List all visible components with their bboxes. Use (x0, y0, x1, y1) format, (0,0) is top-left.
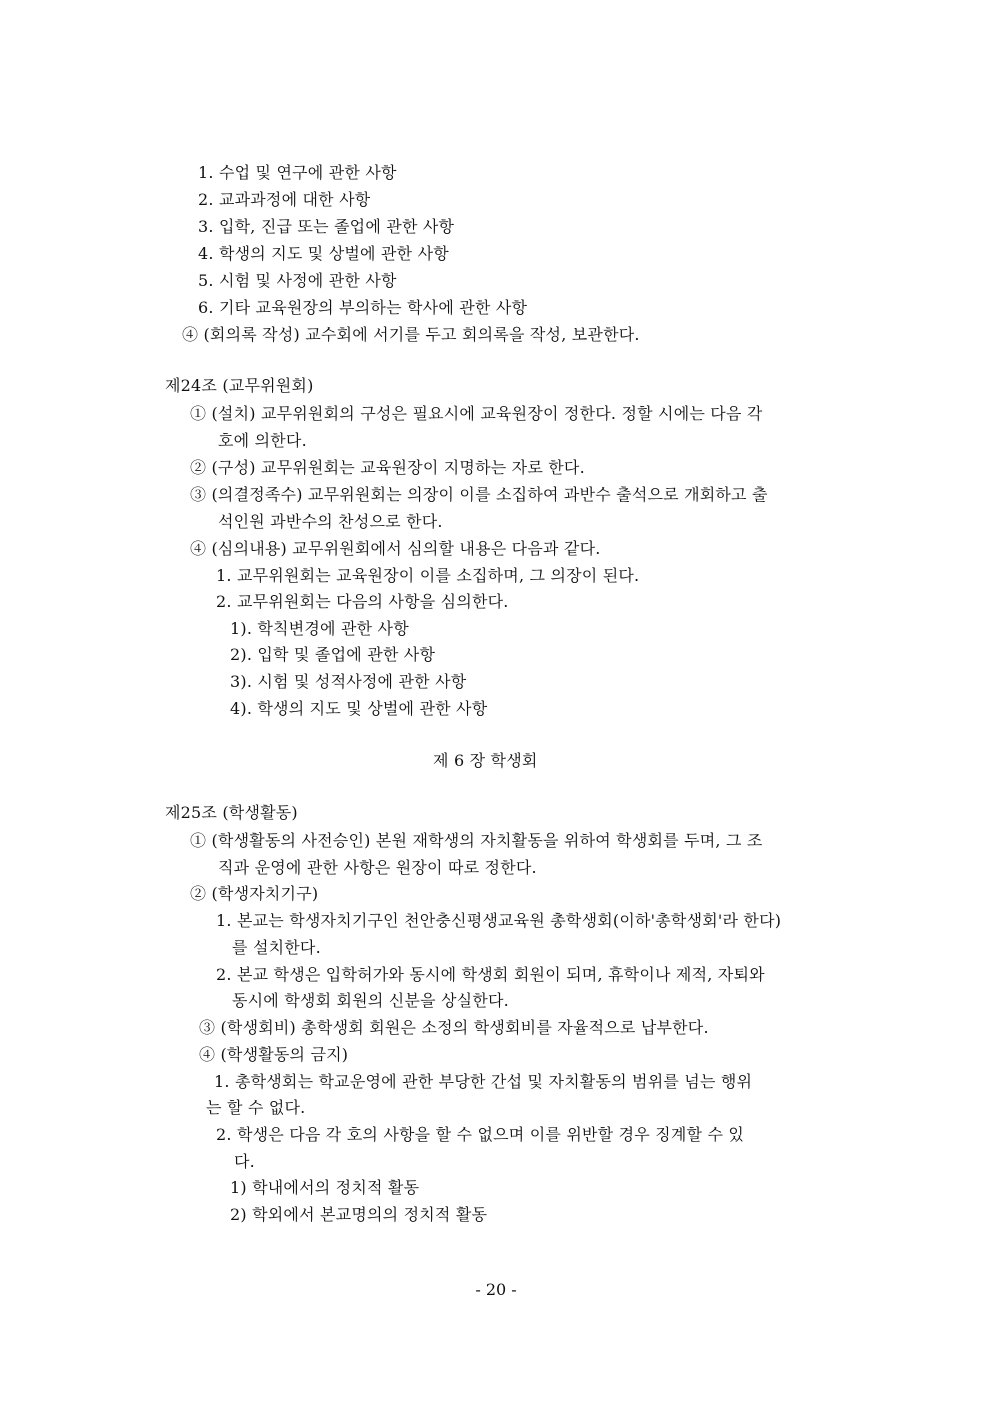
art24-paragraph-2: ② (구성) 교무위원회는 교육원장이 지명하는 자로 한다. (190, 458, 585, 477)
art25-subitem-1: 1) 학내에서의 정치적 활동 (230, 1178, 420, 1197)
art24-paragraph-4: ④ (심의내용) 교무위원회에서 심의할 내용은 다음과 같다. (190, 539, 601, 558)
list-item: 5. 시험 및 사정에 관한 사항 (198, 271, 397, 290)
art24-paragraph-1: ① (설치) 교무위원회의 구성은 필요시에 교육원장이 정한다. 정할 시에는 다음 각 (190, 404, 763, 423)
art24-subitem-1: 1). 학칙변경에 관한 사항 (230, 619, 409, 638)
art24-paragraph-3: ③ (의결정족수) 교무위원회는 의장이 이를 소집하여 과반수 출석으로 개회하고 출 (190, 485, 768, 504)
art24-paragraph-3-cont: 석인원 과반수의 찬성으로 한다. (218, 512, 443, 531)
art24-subitem-2: 2). 입학 및 졸업에 관한 사항 (230, 645, 436, 664)
art24-paragraph-1-cont: 호에 의한다. (218, 431, 307, 450)
art25-paragraph-1-cont: 직과 운영에 관한 사항은 원장이 따로 정한다. (218, 858, 537, 877)
art25-p4-item-2: 2. 학생은 다음 각 호의 사항을 할 수 없으며 이를 위반할 경우 징계할 수 있 (216, 1125, 745, 1144)
art25-paragraph-3: ③ (학생회비) 총학생회 회원은 소정의 학생회비를 자율적으로 납부한다. (199, 1018, 709, 1037)
list-item: 1. 수업 및 연구에 관한 사항 (198, 163, 397, 182)
art24-item-1: 1. 교무위원회는 교육원장이 이를 소집하며, 그 의장이 된다. (216, 566, 640, 585)
article-24-title: 제24조 (교무위원회) (165, 376, 314, 395)
page-number: - 20 - (475, 1280, 517, 1299)
list-item: 2. 교과과정에 대한 사항 (198, 190, 371, 209)
paragraph-minutes: ④ (회의록 작성) 교수회에 서기를 두고 회의록을 작성, 보관한다. (182, 325, 640, 344)
list-item: 3. 입학, 진급 또는 졸업에 관한 사항 (198, 217, 455, 236)
art24-subitem-3: 3). 시험 및 성적사정에 관한 사항 (230, 672, 467, 691)
art25-p4-item-2-cont: 다. (234, 1152, 255, 1171)
art25-subitem-2: 2) 학외에서 본교명의의 정치적 활동 (230, 1205, 488, 1224)
article-25-title: 제25조 (학생활동) (165, 803, 298, 822)
art25-p2-item-1: 1. 본교는 학생자치기구인 천안충신평생교육원 총학생회(이하'총학생회'라 한다) (216, 911, 782, 930)
art25-p2-item-2-cont: 동시에 학생회 회원의 신분을 상실한다. (232, 991, 509, 1010)
art25-p2-item-2: 2. 본교 학생은 입학허가와 동시에 학생회 회원이 되며, 휴학이나 제적, 자퇴와 (216, 965, 765, 984)
art25-paragraph-1: ① (학생활동의 사전승인) 본원 재학생의 자치활동을 위하여 학생회를 두며, 그 조 (190, 831, 763, 850)
art25-paragraph-4: ④ (학생활동의 금지) (199, 1045, 349, 1064)
art25-p2-item-1-cont: 를 설치한다. (232, 938, 321, 957)
list-item: 6. 기타 교육원장의 부의하는 학사에 관한 사항 (198, 298, 528, 317)
list-item: 4. 학생의 지도 및 상벌에 관한 사항 (198, 244, 449, 263)
art25-p4-item-1: 1. 총학생회는 학교운영에 관한 부당한 간섭 및 자치활동의 범위를 넘는 행위 (214, 1072, 753, 1091)
art25-paragraph-2: ② (학생자치기구) (190, 884, 319, 903)
chapter-title: 제 6 장 학생회 (433, 751, 538, 770)
art24-subitem-4: 4). 학생의 지도 및 상벌에 관한 사항 (230, 699, 488, 718)
art25-p4-item-1-cont: 는 할 수 없다. (206, 1098, 306, 1117)
art24-item-2: 2. 교무위원회는 다음의 사항을 심의한다. (216, 592, 509, 611)
